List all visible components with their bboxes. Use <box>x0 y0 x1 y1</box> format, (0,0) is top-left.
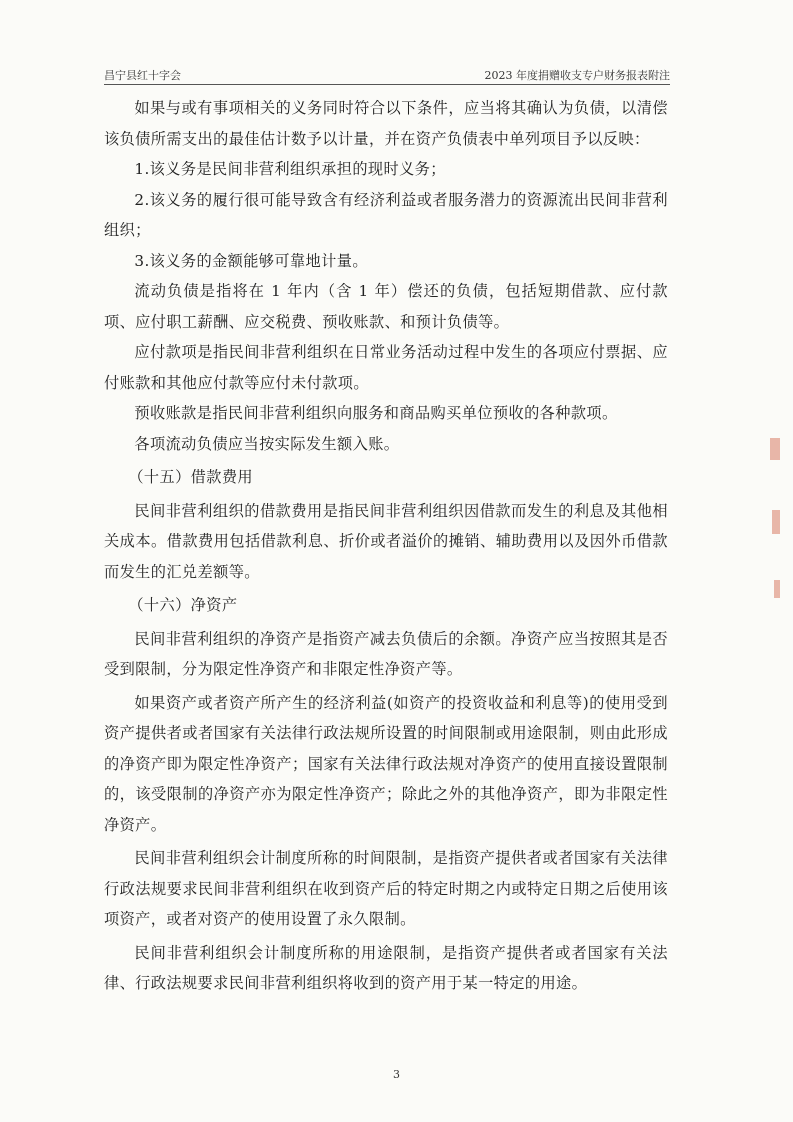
paragraph-contingency: 如果与或有事项相关的义务同时符合以下条件，应当将其确认为负债，以清偿该负债所需支出的最佳估计数予以计量，并在资产负债表中单列项目予以反映： <box>104 99 668 148</box>
paragraph-time-restriction: 民间非营利组织会计制度所称的时间限制，是指资产提供者或者国家有关法律行政法规要求民间非营利组织在收到资产后的特定时期之内或特定日期之后使用该项资产，或者对资产的使用设置了永久限制。 <box>104 849 668 928</box>
paragraph-purpose-restriction: 民间非营利组织会计制度所称的用途限制，是指资产提供者或者国家有关法律、行政法规要求民间非营利组织将收到的资产用于某一特定的用途。 <box>104 943 668 992</box>
section-heading-borrowing-costs: （十五）借款费用 <box>128 468 254 486</box>
paragraph-borrowing-costs: 民间非营利组织的借款费用是指民间非营利组织因借款而发生的利息及其他相关成本。借款费用包括借款利息、折价或者溢价的摊销、辅助费用以及因外币借款而发生的汇兑差额等。 <box>104 501 668 581</box>
seal-edge-mark <box>772 510 780 534</box>
paragraph-payables: 应付款项是指民间非营利组织在日常业务活动过程中发生的各项应付票据、应付账款和其他应付款等应付未付款项。 <box>104 343 668 392</box>
paragraph-condition-1: 1.该义务是民间非营利组织承担的现时义务； <box>134 160 446 178</box>
seal-edge-mark <box>774 580 780 598</box>
section-heading-net-assets: （十六）净资产 <box>128 596 238 614</box>
header-report-title: 2023 年度捐赠收支专户财务报表附注 <box>484 69 670 82</box>
paragraph-condition-3: 3.该义务的金额能够可靠地计量。 <box>134 251 368 270</box>
page-number: 3 <box>393 1068 400 1081</box>
paragraph-recording: 各项流动负债应当按实际发生额入账。 <box>134 434 400 453</box>
paragraph-condition-2: 2.该义务的履行很可能导致含有经济利益或者服务潜力的资源流出民间非营利组织； <box>104 190 668 239</box>
paragraph-restricted-net-assets: 如果资产或者资产所产生的经济利益(如资产的投资收益和利息等)的使用受到资产提供者或者国家有关法律行政法规所设置的时间限制或用途限制，则由此形成的净资产即为限定性净资产；国家有关法律行政法规对净资产的使用直接设置限制的，该受限制的净资产亦为限定性净资产；除此之外的其他净资产，即为非限定性净资产。 <box>104 693 668 834</box>
document-body <box>104 93 668 999</box>
page-header <box>104 66 670 85</box>
seal-edge-mark <box>770 438 780 460</box>
paragraph-advances: 预收账款是指民间非营利组织向服务和商品购买单位预收的各种款项。 <box>134 404 618 422</box>
header-organization: 昌宁县红十字会 <box>104 69 181 82</box>
paragraph-net-assets: 民间非营利组织的净资产是指资产减去负债后的余额。净资产应当按照其是否受到限制，分为限定性净资产和非限定性净资产等。 <box>104 629 668 678</box>
paragraph-current-liabilities: 流动负债是指将在 1 年内（含 1 年）偿还的负债，包括短期借款、应付款项、应付职工薪酬、应交税费、预收账款、和预计负债等。 <box>104 282 668 331</box>
